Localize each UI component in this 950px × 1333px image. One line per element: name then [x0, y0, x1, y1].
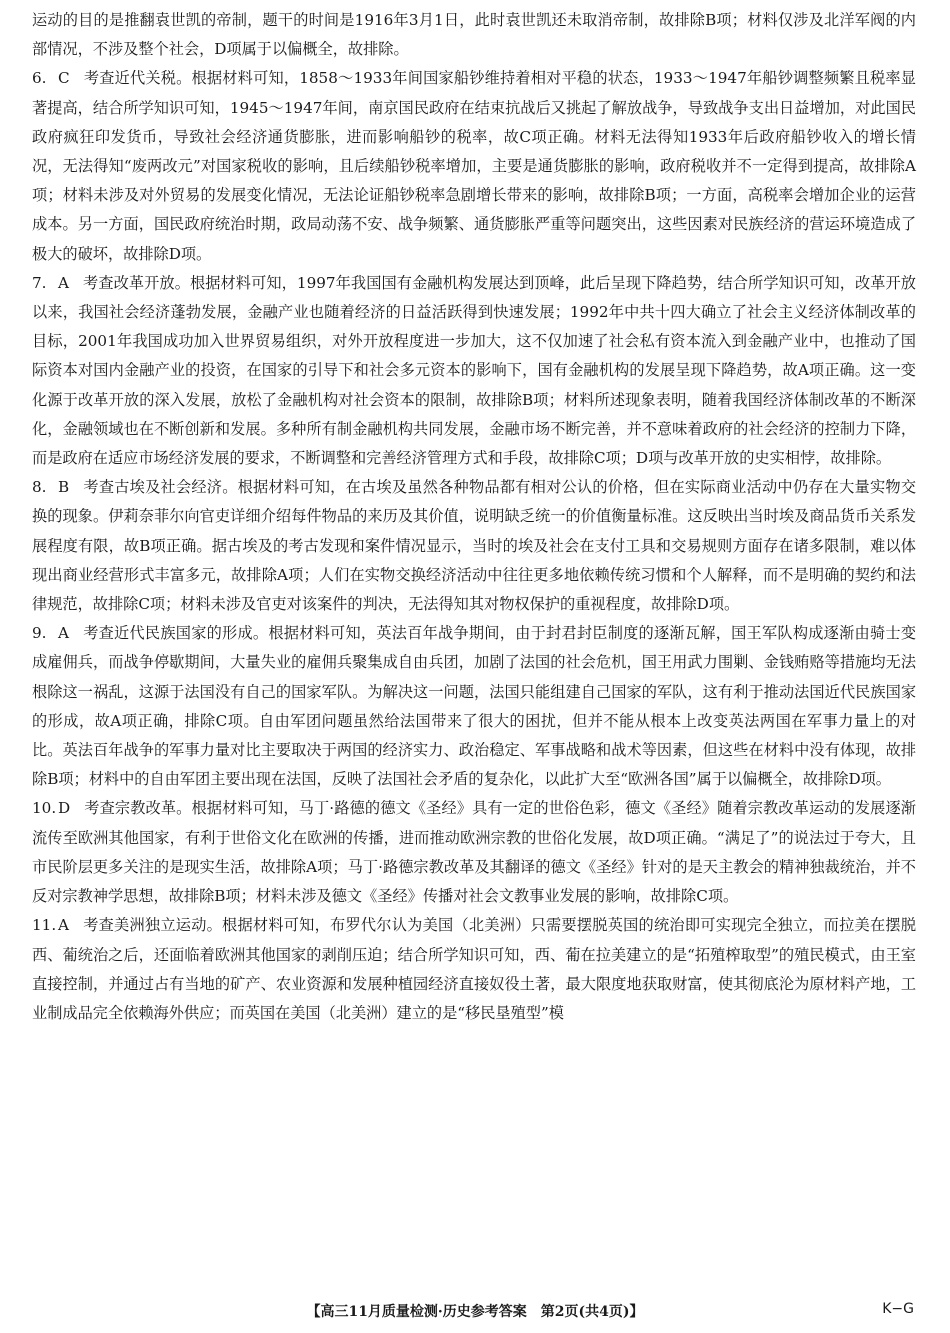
answer-letter: D: [58, 799, 71, 818]
question-number: 10.: [32, 799, 57, 818]
footer-code: K−G: [882, 1301, 914, 1317]
explanation-text: 考查宗教改革。根据材料可知，马丁·路德的德文《圣经》具有一定的世俗色彩，德文《圣经》随着宗教改革运动的发展逐渐流传至欧洲其他国家，有利于世俗文化在欧洲的传播，进而推动欧洲宗教的世俗化发展，故D项正确。“满足了”的说法过于夸大，且市民阶层更多关注的是现实生活，故排除A项；马丁·路德宗教改革及其翻译的德文《圣经》针对的是天主教会的精神独裁统治，并不反对宗教神学思想，故排除B项；材料未涉及德文《圣经》传播对社会文教事业发展的影响，故排除C项。: [32, 799, 916, 906]
question-number: 11.: [32, 916, 57, 935]
question-number: 9.: [32, 624, 47, 643]
answer-item-11: [32, 911, 916, 1028]
answer-item-8: [32, 473, 916, 619]
answer-item-7: [32, 269, 916, 473]
answer-letter: C: [58, 69, 70, 88]
answer-content: [32, 6, 916, 1028]
question-number: 7.: [32, 273, 47, 292]
answer-item-6: [32, 64, 916, 268]
explanation-text: 考查古埃及社会经济。根据材料可知，在古埃及虽然各种物品都有相对公认的价格，但在实际商业活动中仍存在大量实物交换的现象。伊莉奈菲尔向官吏详细介绍每件物品的来历及其价值，说明缺乏统一的价值衡量标准。这反映出当时埃及商品货币关系发展程度有限，故B项正确。据古埃及的考古发现和案件情况显示，当时的埃及社会在支付工具和交易规则方面存在诸多限制，难以体现出商业经营形式丰富多元，故排除A项；人们在实物交换经济活动中往往更多地依赖传统习惯和个人解释，而不是明确的契约和法律规范，故排除C项；材料未涉及官吏对该案件的判决，无法得知其对物权保护的重视程度，故排除D项。: [32, 478, 916, 614]
question-number: 6.: [32, 69, 47, 88]
answer-letter: A: [58, 624, 69, 643]
explanation-text: 考查美洲独立运动。根据材料可知，布罗代尔认为美国（北美洲）只需要摆脱英国的统治即可实现完全独立，而拉美在摆脱西、葡统治之后，还面临着欧洲其他国家的剥削压迫；结合所学知识可知，西、葡在拉美建立的是“拓殖榨取型”的殖民模式，由王室直接控制，并通过占有当地的矿产、农业资源和发展种植园经济直接奴役土著，最大限度地获取财富，使其彻底沦为原材料产地，工业制成品完全依赖海外供应；而英国在美国（北美洲）建立的是“移民垦殖型”模: [32, 916, 916, 1022]
explanation-text: 考查近代民族国家的形成。根据材料可知，英法百年战争期间，由于封君封臣制度的逐渐瓦解，国王军队构成逐渐由骑士变成雇佣兵，而战争停歇期间，大量失业的雇佣兵聚集成自由兵团，加剧了法国的社会危机，国王用武力围剿、金钱贿赂等措施均无法根除这一祸乱，这源于法国没有自己的国家军队。为解决这一问题，法国只能组建自己国家的军队，这有利于推动法国近代民族国家的形成，故A项正确，排除C项。自由军团问题虽然给法国带来了很大的困扰，但并不能从根本上改变英法两国在军事力量上的对比。英法百年战争的军事力量对比主要取决于两国的经济实力、政治稳定、军事战略和战术等因素，但这些在材料中没有体现，故排除B项；材料中的自由军团主要出现在法国，反映了法国社会矛盾的复杂化，以此扩大至“欧洲各国”属于以偏概全，故排除D项。: [32, 624, 916, 789]
question-number: 8.: [32, 478, 47, 497]
page-footer: [0, 1297, 950, 1325]
answer-letter: A: [58, 273, 69, 292]
footer-title: 【高三11月质量检测·历史参考答案 第2页(共4页)】: [306, 1304, 644, 1320]
answer-item-10: [32, 794, 916, 911]
continuation-paragraph: 运动的目的是推翻袁世凯的帝制，题干的时间是1916年3月1日，此时袁世凯还未取消帝制，故排除B项；材料仅涉及北洋军阀的内部情况，不涉及整个社会，D项属于以偏概全，故排除。: [32, 11, 916, 59]
answer-item-9: [32, 619, 916, 794]
answer-letter: A: [58, 916, 69, 935]
explanation-text: 考查改革开放。根据材料可知，1997年我国国有金融机构发展达到顶峰，此后呈现下降趋势，结合所学知识可知，改革开放以来，我国社会经济蓬勃发展，金融产业也随着经济的日益活跃得到快速发展；1992年中共十四大确立了社会主义经济体制改革的目标，2001年我国成功加入世界贸易组织，对外开放程度进一步加大，这不仅加速了社会私有资本流入到金融产业中，也推动了国际资本对国内金融产业的投资，在国家的引导下和社会多元资本的影响下，国有金融机构的发展呈现下降趋势，故A项正确。这一变化源于改革开放的深入发展，放松了金融机构对社会资本的限制，故排除B项；材料所述现象表明，随着我国经济体制改革的不断深化，金融领域也在不断创新和发展。多种所有制金融机构共同发展，金融市场不断完善，并不意味着政府的社会经济的控制力下降，而是政府在适应市场经济发展的要求，不断调整和完善经济管理方式和手段，故排除C项；D项与改革开放的史实相悖，故排除。: [32, 273, 916, 468]
answer-letter: B: [58, 478, 70, 497]
explanation-text: 考查近代关税。根据材料可知，1858～1933年间国家船钞维持着相对平稳的状态，1933～1947年船钞调整频繁且税率显著提高，结合所学知识可知，1945～1947年间，南京国民政府在结束抗战后又挑起了解放战争，导致战争支出日益增加，对此国民政府疯狂印发货币，导致社会经济通货膨胀，进而影响船钞的税率，故C项正确。材料无法得知1933年后政府船钞收入的增长情况，无法得知“废两改元”对国家税收的影响，且后续船钞税率增加，主要是通货膨胀的影响，政府税收并不一定得到提高，故排除A项；材料未涉及对外贸易的发展变化情况，无法论证船钞税率急剧增长带来的影响，故排除B项；一方面，高税率会增加企业的运营成本。另一方面，国民政府统治时期，政局动荡不安、战争频繁、通货膨胀严重等问题突出，这些因素对民族经济的营运环境造成了极大的破坏，故排除D项。: [32, 69, 916, 263]
